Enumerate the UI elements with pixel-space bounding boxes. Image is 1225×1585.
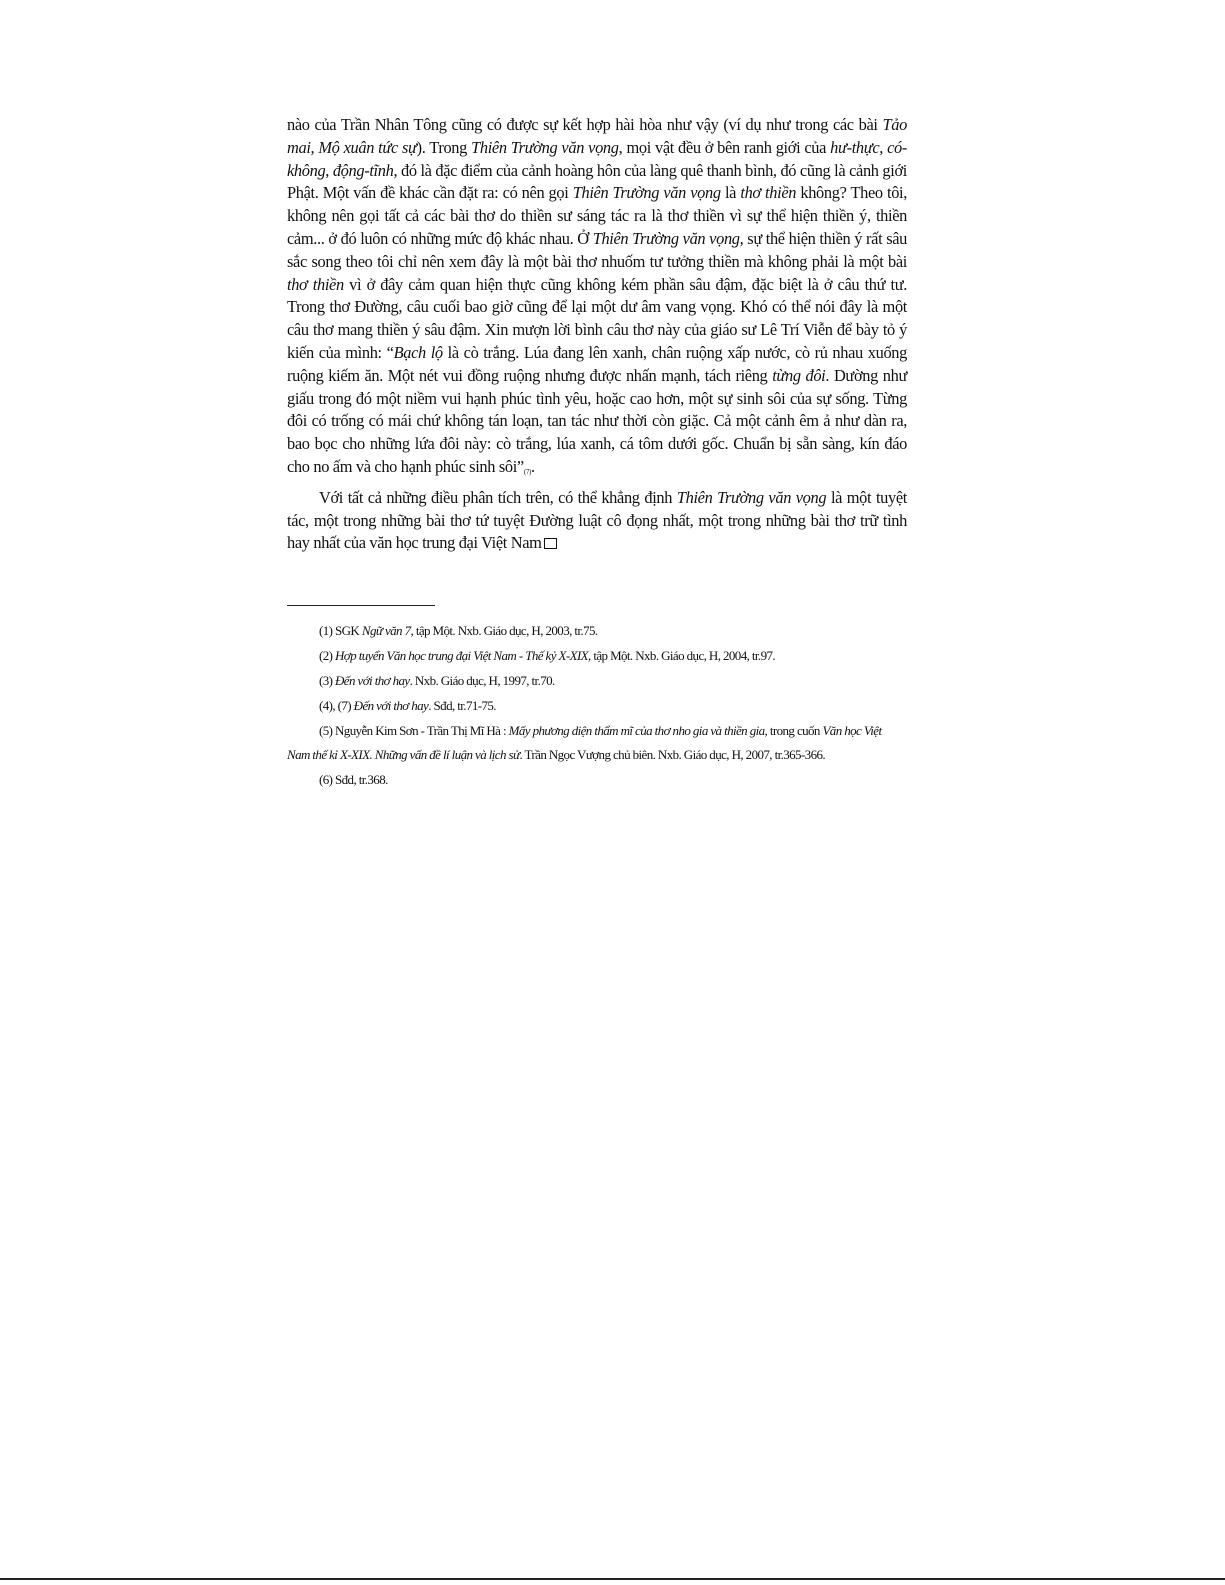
text-run: (4), (7) [319,698,354,713]
italic-text: thơ thiền [287,274,344,294]
paragraph-1 [287,114,907,484]
italic-text: Mấy phương diện thẩm mĩ của thơ nho gia và thiền gia [508,723,765,738]
italic-text: Thiên Trường văn vọng [471,137,619,157]
text-run: (2) [319,648,336,663]
text-run: Với tất cả những điều phân tích trên, có thể khẳng định [319,487,677,507]
italic-text: Văn học Việt Nam thế kỉ X-XIX. Những vấn đề lí luận và lịch sử [287,723,882,762]
italic-text: Bạch lộ [393,342,443,362]
text-run: (1) SGK [319,623,362,638]
text-run: tập Một. Nxb. Giáo dục, H, 2003, tr.75. [413,623,598,638]
footnote-ref: (7) [523,467,531,476]
text-run: vì ở đây cảm quan hiện thực cũng không kém phần sâu đậm, đặc biệt là ở câu thứ tư. Trong thơ Đường, câu cuối bao giờ cũng để lại một dư âm vang vọng. Khó có thể nói đây là một câu thơ mang thiền ý sâu đậm. Xin mượn lời bình câu thơ này của giáo sư Lê Trí Viễn để bày tỏ ý kiến của mình: “ [287,274,908,362]
text-run: (3) [319,673,336,688]
footnote-3 [287,669,897,693]
text-run: . Dường như giấu trong đó một niềm vui hạnh phúc tình yêu, hoặc cao hơn, một sự sinh sôi của sự sống. Từng đôi có trống có mái chứ không tán loạn, tan tác như thời còn giặc. Cả một cảnh êm ả như dàn ra, bao bọc cho những lứa đôi này: cò trắng, lúa xanh, cá tôm dưới gốc. Chuẩn bị sẵn sàng, kín đáo cho no ấm và cho hạnh phúc sinh sôi” [287,365,907,476]
text-run: là cò trắng. Lúa đang lên xanh, chân ruộng xấp nước, cò rủ nhau xuống ruộng kiếm ăn. Một nét vui đồng ruộng nhưng được nhấn mạnh, tách riêng [287,342,907,385]
text-run: (6) Sđd, tr.368. [319,771,388,787]
italic-text: Thiên Trường văn vọng [592,228,740,248]
italic-text: Đến với thơ hay [335,673,410,688]
text-run: , tập Một. Nxb. Giáo dục, H, 2004, tr.97. [588,648,776,663]
footnotes [287,619,897,793]
italic-text: hư-thực, có-không, động-tĩnh [287,137,907,180]
italic-text: Thiên Trường văn vọng [676,487,827,507]
text-run: , trong cuốn [764,723,823,738]
text-run: là [720,183,741,203]
italic-text: Ngữ văn 7, [361,623,414,638]
text-run: , sự thể hiện thiền ý rất sâu sắc song theo tôi chỉ nên xem đây là một bài thơ nhuốm tư tưởng thiền mà không phải là một bài [287,228,907,271]
footnote-1 [287,619,897,643]
paragraph-2 [287,487,907,555]
text-run: . [530,456,535,476]
footnote-4-7 [287,694,897,718]
text-run: nào của Trần Nhân Tông cũng có được sự kết hợp hài hòa như vậy (ví dụ như trong các bài [287,115,883,134]
page-bottom-border [0,1578,1225,1580]
footnote-2 [287,644,897,668]
text-run: . Nxb. Giáo dục, H, 1997, tr.70. [409,673,555,688]
footnote-5 [287,719,897,766]
italic-text: Tảo mai, Mộ xuân tức sự [287,115,907,157]
text-run: . Sđd, tr.71-75. [428,698,496,713]
italic-text: thơ thiền [740,183,797,203]
body-text [287,114,907,555]
italic-text: từng đôi [772,365,826,385]
text-run: . Trần Ngọc Vượng chủ biên. Nxb. Giáo dục, H, 2007, tr.365-366. [519,746,826,762]
italic-text: Thiên Trường văn vọng [572,183,721,203]
italic-text: Đến với thơ hay [353,698,429,713]
italic-text: Hợp tuyển Văn học trung đại Việt Nam - Thế kỷ X-XIX [335,648,589,663]
text-run: không? Theo tôi, không nên gọi tất cả các bài thơ do thiền sư sáng tác ra là thơ thiền vì sự thể hiện thiền ý, thiền cảm... ở đó luôn có những mức độ khác nhau. Ở [287,183,907,248]
text-run: , mọi vật đều ở bên ranh giới của [618,137,831,157]
text-run: là một tuyệt tác, một trong những bài thơ tứ tuyệt Đường luật cô đọng nhất, một trong những bài thơ trữ tình hay nhất của văn học trung đại Việt Nam [287,487,907,553]
footnote-6 [287,768,897,792]
footnote-separator [287,605,435,606]
text-run: (5) Nguyễn Kim Sơn - Trần Thị Mĩ Hà : [319,723,509,738]
text-run: ). Trong [416,137,472,157]
text-run: , đó là đặc điểm của cảnh hoàng hôn của làng quê thanh bình, đó cũng là cảnh giới Phật. Một vấn đề khác cần đặt ra: có nên gọi [287,160,907,203]
end-mark-icon [544,538,557,549]
